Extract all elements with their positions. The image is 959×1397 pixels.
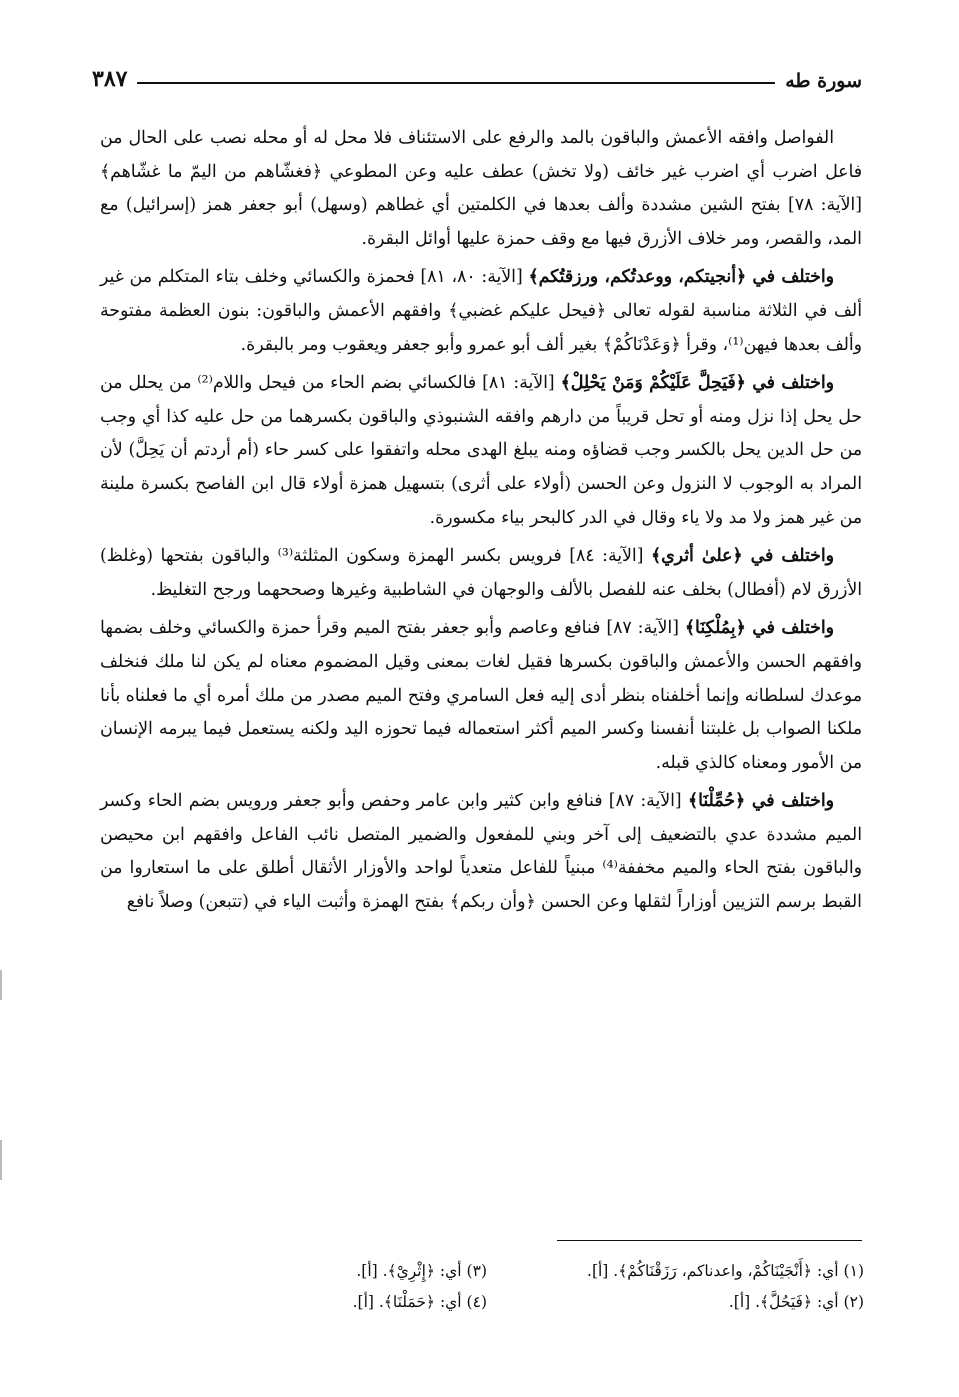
footnote-number: (٤) xyxy=(466,1293,487,1311)
paragraph-text: [الآية: ٨٧] فنافع وعاصم وأبو جعفر بفتح الميم وقرأ حمزة والكسائي وخلف بضمها وافقهم الحسن والأعمش والباقون بكسرها فقيل لغات بمعنى وقيل المضموم معناه لم يكن لنا ملك فنخلف موعدك لسلطانه وإنما أخلفناه بنظر أدى إليه فعل السامري وفتح الميم مصدر من ملك أمره أي ما فعلناه بأنا ملكنا الصواب بل غلبتنا أنفسنا وكسر الميم أكثر استعماله فيما تحوزه اليد ولكنه يستعمل فيما يبرمه الإنسان من الأمور ومعناه كالذي قبله. xyxy=(100,618,862,773)
paragraph-text: [الآية: ٨٠، ٨١] فحمزة والكسائي وخلف بتاء المتكلم من غير ألف في الثلاثة مناسبة لقوله تعالى ﴿فيحل عليكم غضبي﴾ وافقهم الأعمش والباقون: بنون العظمة مفتوحة وألف بعدها فيهن⁽¹⁾، وقرأ ﴿وَعَدْنَاكُمْ﴾ بغير ألف أبو عمرو وأبو جعفر ويعقوب ومر بالبقرة. xyxy=(100,267,862,355)
footnote-4 xyxy=(150,1287,487,1318)
footnote-3 xyxy=(150,1256,487,1287)
paragraph-3 xyxy=(100,367,862,535)
footnote-text: أي: ﴿أَنْجَيْنَاكُمْ، واعدناكم، رَزَقْنَاكُمْ﴾. [أ]. xyxy=(587,1262,839,1280)
paragraph-text: [الآية: ٨١] فالكسائي بضم الحاء من فيحل واللام⁽²⁾ من يحلل من حل يحل إذا نزل ومنه أو تحل قريباً من دارهم وافقه الشنبوذي والباقون بكسرهما من حل عليه كذا أي وجب من حل الدين يحل بالكسر وجب قضاؤه ومنه يبلغ الهدى محله واتفقوا على كسر حاء (أم أردتم أن يَحِلَّ) لأن المراد به الوجوب لا النزول وعن الحسن (أولاء على أثرى) بتسهيل همزة أولاء قال ابن الفاصح بكسرة ملينة من غير همز ولا مد ولا ياء وقال في الدر كالبحر بياء مكسورة. xyxy=(100,373,862,528)
header-rule xyxy=(137,82,775,84)
footnote-text: أي: ﴿فَيَحُلَّ﴾. [أ]. xyxy=(728,1293,839,1311)
paragraph-lead: واختلف في ﴿بِمُلْكِنَا﴾ xyxy=(684,618,834,639)
footnote-number: (٣) xyxy=(466,1262,487,1280)
scan-edge-mark xyxy=(0,1140,2,1180)
paragraph-5 xyxy=(100,612,862,780)
paragraph-text: [الآية: ٨٤] فرويس بكسر الهمزة وسكون المثلثة⁽³⁾ والباقون بفتحها (وغلظ) الأزرق لام (أفطال) بخلف عنه للفصل بالألف والوجهان في الشاطبية وغيرها وصححهما ورجح التغليظ. xyxy=(100,546,862,600)
paragraph-lead: واختلف في ﴿حُمِّلْنَا﴾ xyxy=(687,791,834,812)
paragraph-6 xyxy=(100,785,862,919)
paragraph-text: الفواصل وافقه الأعمش والباقون بالمد والرفع على الاستئناف فلا محل له أو محله نصب على الحال من فاعل اضرب أي اضرب غير خائف (ولا تخش) عطف عليه وعن المطوعي ﴿فغشّاهم من اليمّ ما غشّاهم﴾ [الآية: ٧٨] بفتح الشين مشددة وألف بعدها في الكلمتين أي غطاهم (وسهل) أبو جعفر همز (إسرائيل) مع المد، والقصر، ومر خلاف الأزرق فيها مع وقف حمزة عليها أوائل البقرة. xyxy=(100,128,862,249)
footnote-number: (١) xyxy=(843,1262,864,1280)
page-header xyxy=(92,58,862,92)
footnote-2 xyxy=(527,1287,864,1318)
footnote-number: (٢) xyxy=(843,1293,864,1311)
surah-title: سورة طه xyxy=(785,70,862,92)
paragraph-lead: واختلف في ﴿فَيَحِلَّ عَلَيْكُمْ وَمَنْ يَحْلِلْ﴾ xyxy=(560,373,834,394)
footnote-text: أي: ﴿حَمَلْنَا﴾. [أ]. xyxy=(352,1293,462,1311)
paragraph-4 xyxy=(100,540,862,607)
footnotes xyxy=(150,1256,864,1318)
footnote-text: أي: ﴿إِثْرِيْ﴾. [أ]. xyxy=(356,1262,462,1280)
paragraph-2 xyxy=(100,261,862,362)
footnote-separator xyxy=(557,1240,862,1241)
page-number: ٣٨٧ xyxy=(92,66,128,92)
scan-edge-mark xyxy=(0,970,2,1000)
paragraph-text: [الآية: ٨٧] فنافع وابن كثير وابن عامر وحفص وأبو جعفر ورويس بضم الحاء وكسر الميم مشددة عدي بالتضعيف إلى آخر وبني للمفعول والضمير المتصل نائب الفاعل وافقهم ابن محيصن والباقون بفتح الحاء والميم مخففة⁽⁴⁾ مبنياً للفاعل متعدياً لواحد والأوزار الأثقال أطلق على ما استعاروا من القبط برسم التزيين أوزاراً لثقلها وعن الحسن ﴿وأن ربكم﴾ بفتح الهمزة وأثبت الياء في (تتبعن) وصلاً نافع xyxy=(100,791,862,913)
paragraph-1 xyxy=(100,122,862,256)
paragraph-lead: واختلف في ﴿علىٰ أثري﴾ xyxy=(651,546,834,567)
main-text xyxy=(100,122,862,925)
footnote-1 xyxy=(527,1256,864,1287)
paragraph-lead: واختلف في ﴿أنجيتكم، ووعدتُكم، ورزقتُكم﴾ xyxy=(528,267,834,288)
